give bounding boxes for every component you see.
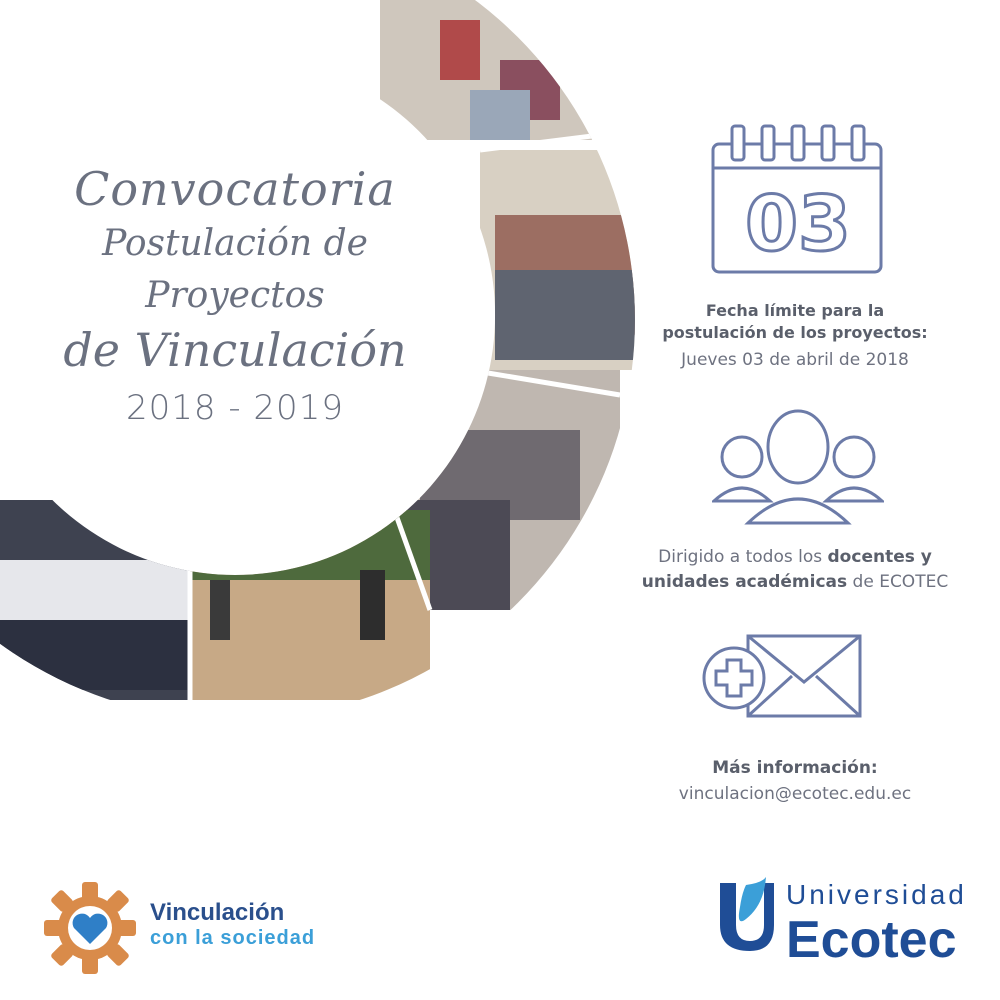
contact-section xyxy=(610,755,980,807)
ecotec-logo-text xyxy=(786,878,967,968)
calendar-icon xyxy=(710,122,885,277)
photo-classroom xyxy=(380,0,640,140)
title-block xyxy=(20,160,450,438)
ecotec-shield-logo xyxy=(716,875,778,955)
audience-bold-1: docentes y xyxy=(827,547,932,567)
audience-text xyxy=(610,545,980,595)
title-line-3: de Vinculación xyxy=(63,323,407,377)
audience-pre: Dirigido a todos los xyxy=(658,547,828,567)
vinculacion-logo-line-1: Vinculación xyxy=(150,899,285,926)
contact-heading: Más información: xyxy=(712,758,878,778)
calendar-day: 03 xyxy=(745,179,851,268)
audience-post: de ECOTEC xyxy=(847,572,949,592)
deadline-label-1: Fecha límite para la xyxy=(705,301,885,320)
ecotec-logo-line-2: Ecotec xyxy=(786,911,957,969)
vinculacion-logo-text xyxy=(150,900,315,950)
audience-bold-2: unidades académicas xyxy=(641,572,848,592)
photo-students xyxy=(0,500,190,700)
contact-email[interactable]: vinculacion@ecotec.edu.ec xyxy=(678,784,912,804)
people-group-icon xyxy=(712,405,884,530)
title-line-1: Convocatoria xyxy=(74,162,396,216)
title-years: 2018 - 2019 xyxy=(126,388,344,428)
deadline-label-2: postulación de los proyectos: xyxy=(662,323,928,342)
vinculacion-gear-logo xyxy=(40,878,140,978)
deadline-section xyxy=(610,300,980,374)
mail-plus-icon xyxy=(700,632,865,722)
vinculacion-logo-line-2: con la sociedad xyxy=(150,927,316,949)
ecotec-logo-line-1: Universidad xyxy=(786,879,967,910)
photo-fieldwork xyxy=(190,510,430,700)
title-line-2: Postulación de Proyectos xyxy=(102,223,368,316)
deadline-date: Jueves 03 de abril de 2018 xyxy=(681,350,909,370)
